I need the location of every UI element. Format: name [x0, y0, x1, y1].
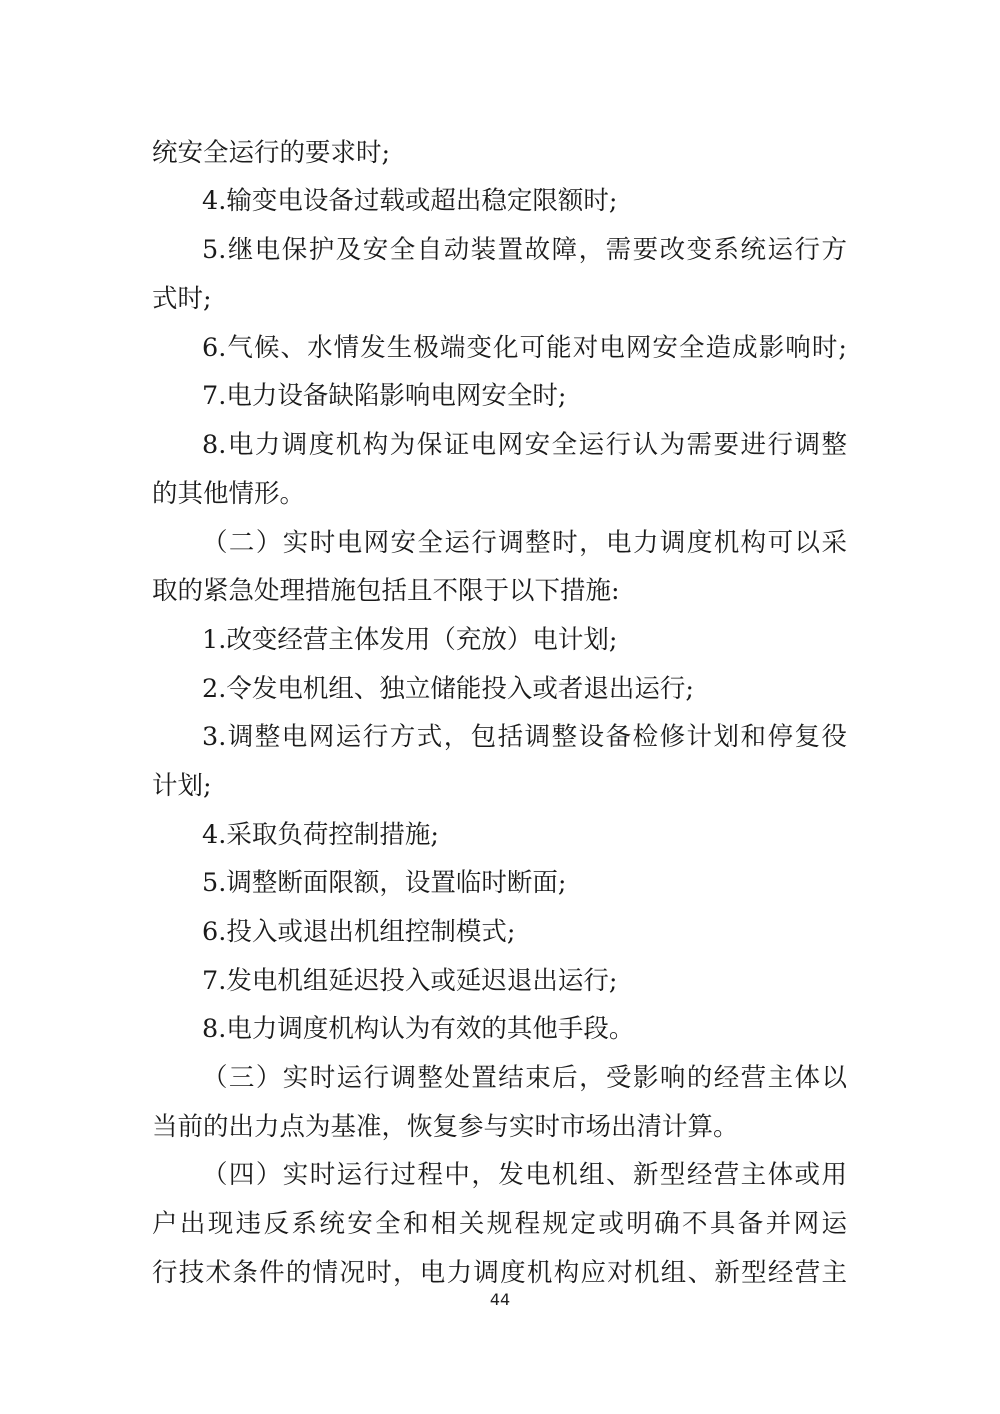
text-line: 4.输变电设备过载或超出稳定限额时;	[202, 186, 618, 216]
text-line: 2.令发电机组、独立储能投入或者退出运行;	[202, 674, 694, 704]
text-line: （三）实时运行调整处置结束后，受影响的经营主体以	[202, 1063, 847, 1093]
text-line: （四）实时运行过程中，发电机组、新型经营主体或用	[202, 1160, 847, 1190]
text-line: 6.气候、水情发生极端变化可能对电网安全造成影响时;	[202, 333, 847, 363]
text-line: 1.改变经营主体发用（充放）电计划;	[202, 625, 618, 655]
text-line: 7.发电机组延迟投入或延迟退出运行;	[202, 966, 618, 996]
text-line: （二）实时电网安全运行调整时，电力调度机构可以采	[202, 528, 847, 558]
text-line: 8.电力调度机构认为有效的其他手段。	[202, 1014, 635, 1044]
text-line: 计划;	[152, 771, 212, 801]
page-number: 44	[489, 1290, 511, 1309]
text-line: 4.采取负荷控制措施;	[202, 820, 439, 850]
text-line: 5.继电保护及安全自动装置故障，需要改变系统运行方	[202, 235, 847, 265]
text-line: 的其他情形。	[152, 479, 306, 509]
text-line: 当前的出力点为基准，恢复参与实时市场出清计算。	[152, 1112, 739, 1142]
text-line: 行技术条件的情况时，电力调度机构应对机组、新型经营主	[152, 1258, 847, 1288]
text-line: 8.电力调度机构为保证电网安全运行认为需要进行调整	[202, 430, 847, 460]
text-line: 3.调整电网运行方式，包括调整设备检修计划和停复役	[202, 722, 847, 752]
text-line: 式时;	[152, 284, 212, 314]
text-line: 7.电力设备缺陷影响电网安全时;	[202, 381, 567, 411]
text-line: 6.投入或退出机组控制模式;	[202, 917, 516, 947]
text-line: 统安全运行的要求时;	[152, 138, 391, 168]
text-line: 取的紧急处理措施包括且不限于以下措施:	[152, 576, 620, 606]
text-line: 5.调整断面限额，设置临时断面;	[202, 868, 567, 898]
text-line: 户出现违反系统安全和相关规程规定或明确不具备并网运	[152, 1209, 847, 1239]
